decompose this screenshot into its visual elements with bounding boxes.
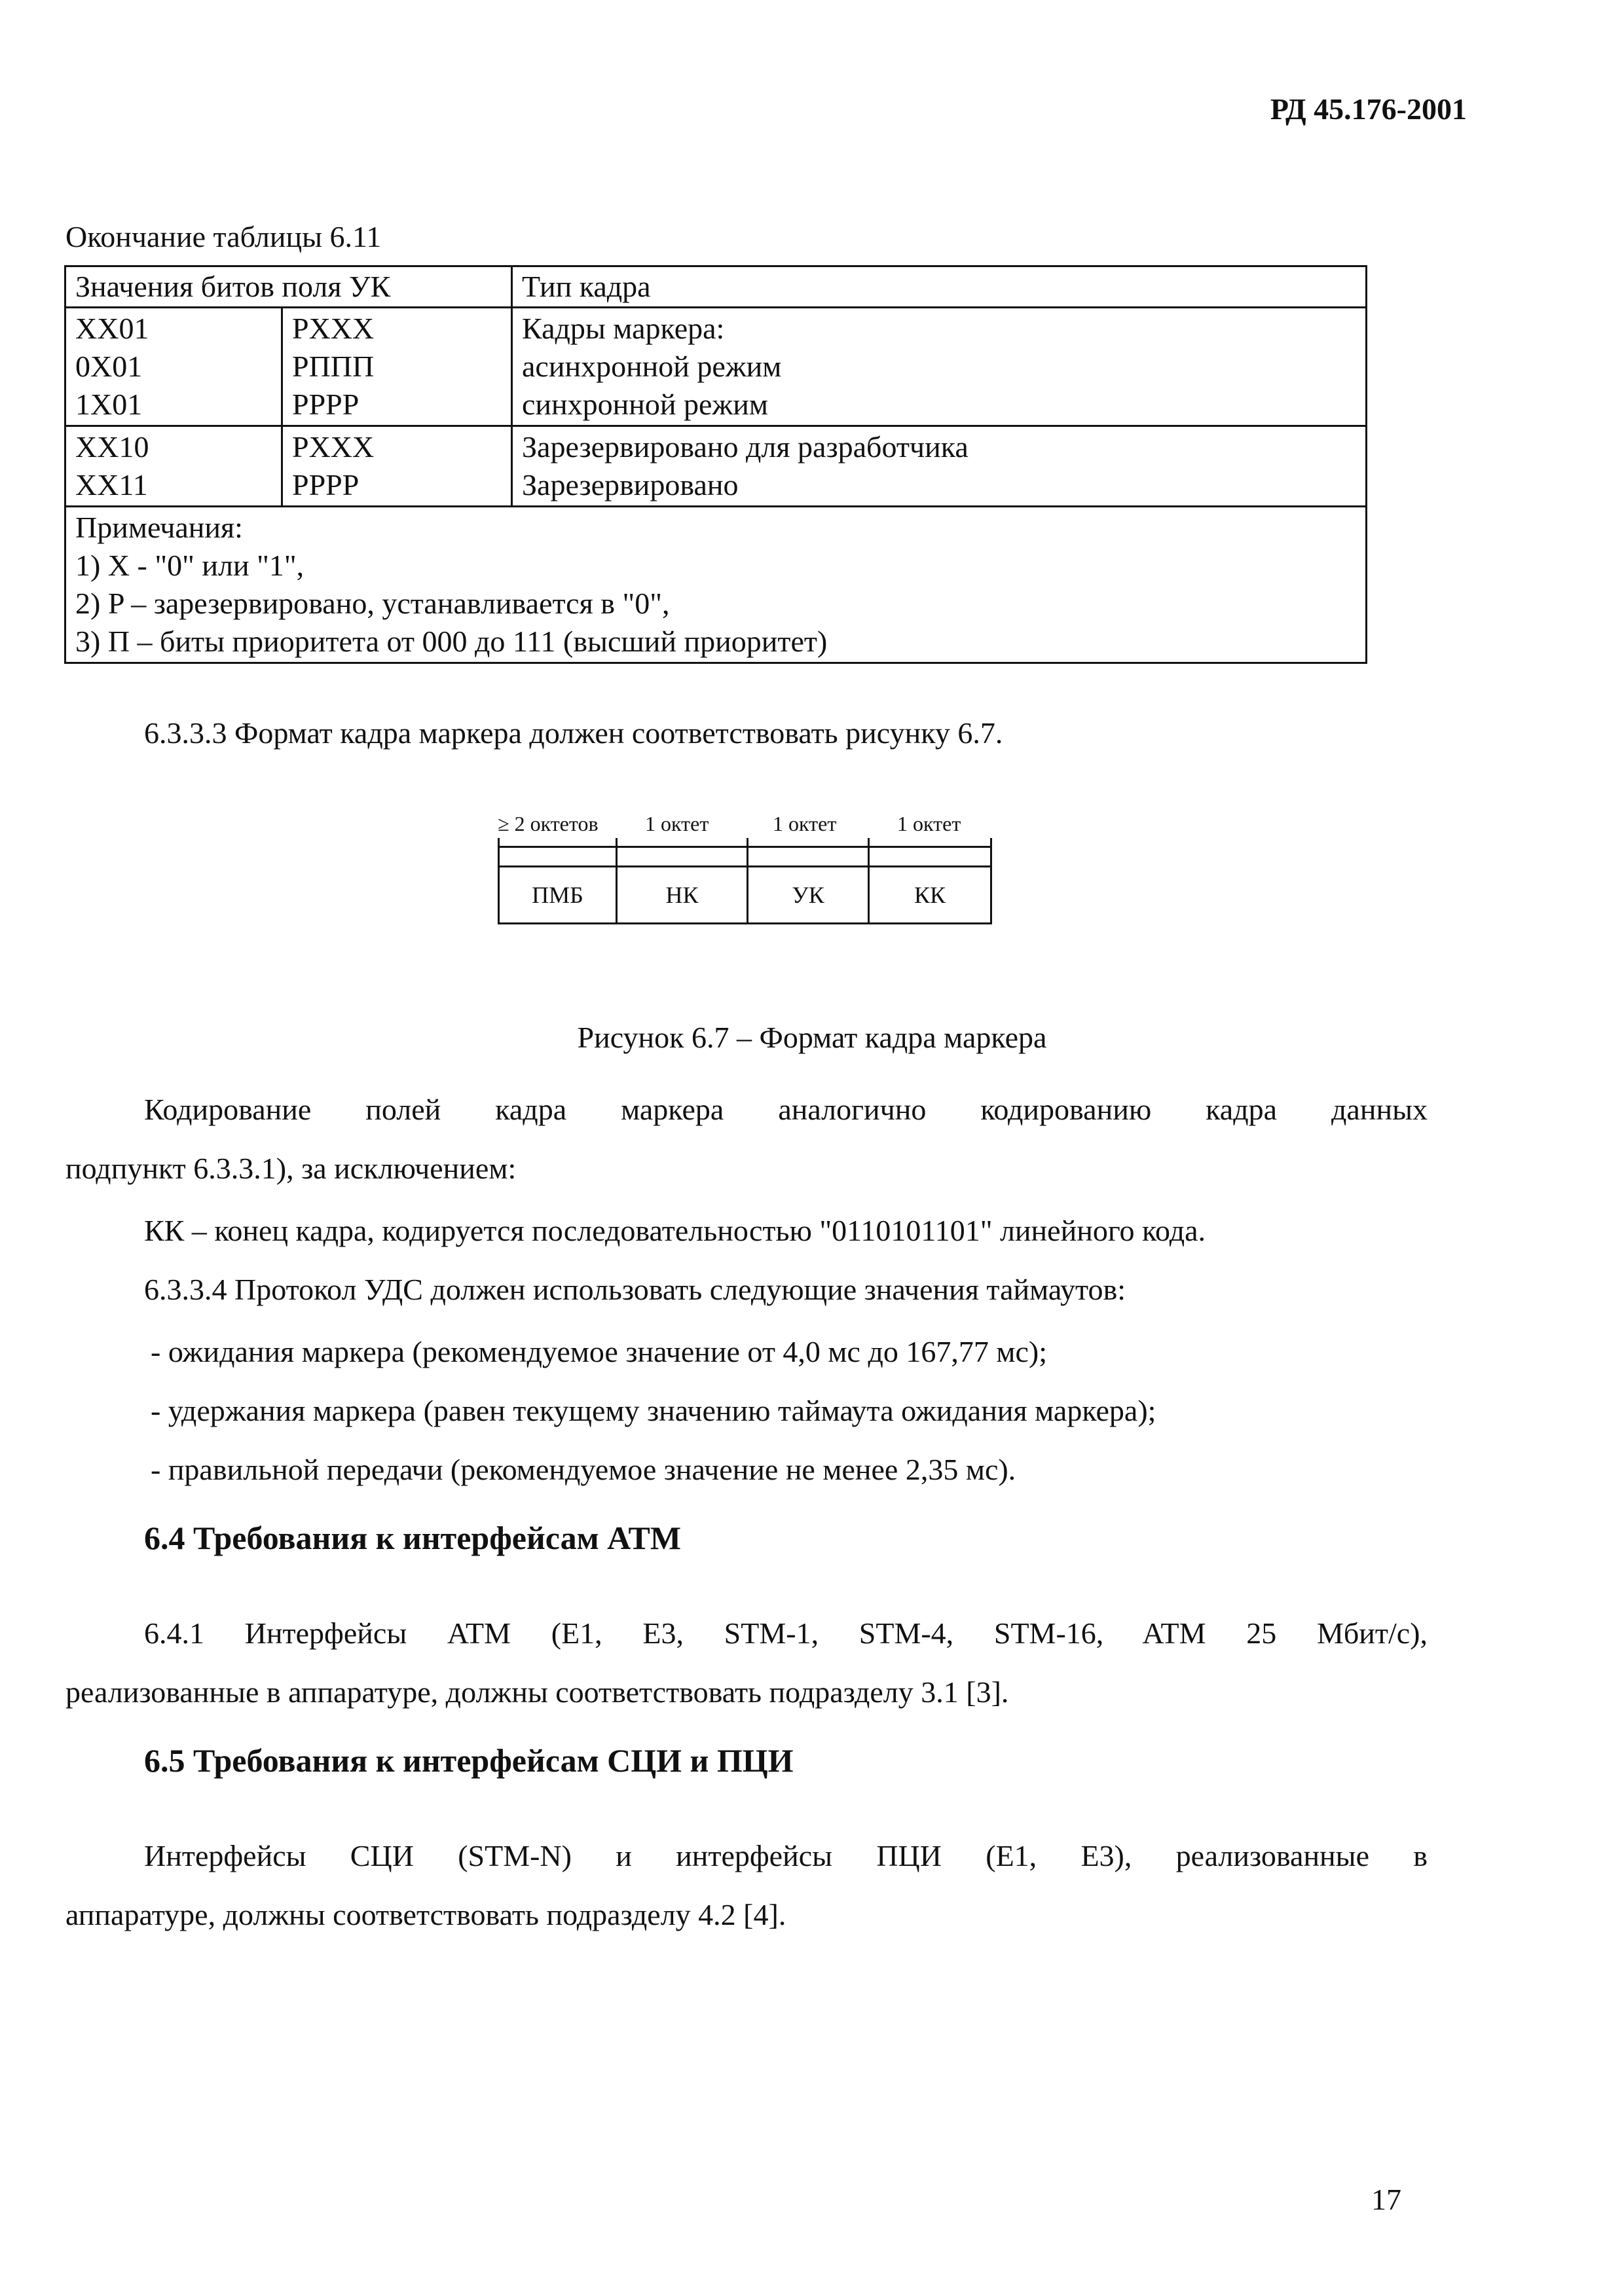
paragraph-6-3-3-3: 6.3.3.3 Формат кадра маркера должен соответствовать рисунку 6.7. [144,716,1003,750]
table-row [65,308,1367,426]
paragraph-6-4-1-line2: реализованные в аппаратуре, должны соответствовать подразделу 3.1 [3]. [65,1675,1009,1709]
table-cell: XX11 [75,468,148,501]
table-cell: 0X01 [75,350,143,383]
table-cell: XX10 [75,430,149,464]
table-caption: Окончание таблицы 6.11 [65,220,382,253]
list-item: - ожидания маркера (рекомендуемое значение от 4,0 мс до 167,77 мс); [151,1335,1047,1368]
list-item: - удержания маркера (равен текущему значению таймаута ожидания маркера); [151,1394,1156,1427]
paragraph-6-3-3-4: 6.3.3.4 Протокол УДС должен использовать следующие значения таймаутов: [144,1273,1126,1306]
dimension-tick [747,838,748,866]
page-number: 17 [1371,2183,1401,2216]
paragraph-coding-line1: Кодирование полей кадра маркера аналогично кодированию кадра данных [144,1093,1428,1126]
table-notes-row [65,507,1367,663]
heading-6-4: 6.4 Требования к интерфейсам ATM [144,1520,682,1556]
table-cell: синхронной режим [522,388,768,421]
table-cell: Зарезервировано [522,468,739,501]
paragraph-6-5-line1: Интерфейсы СЦИ (STM-N) и интерфейсы ПЦИ (E1, E3), реализованные в [144,1839,1428,1872]
field-kk: КК [868,866,992,924]
list-item: - правильной передачи (рекомендуемое значение не менее 2,35 мс). [151,1453,1016,1486]
note-item: 3) П – биты приоритета от 000 до 111 (высший приоритет) [75,625,828,658]
table-cell: PPPP [292,468,360,501]
table-cell: Зарезервировано для разработчика [522,430,969,464]
paragraph-6-5-line2: аппаратуре, должны соответствовать подразделу 4.2 [4]. [65,1898,786,1931]
header-bits-field: Значения битов поля УК [65,266,512,308]
dimension-tick [616,838,618,866]
table-cell: PXXX [292,312,375,345]
table-cell: асинхронной режим [522,350,782,383]
field-nk: НК [616,866,748,924]
table-cell: Кадры маркера: [522,312,725,345]
table-cell: XX01 [75,312,149,345]
dimension-tick [990,838,992,866]
figure-caption: Рисунок 6.7 – Формат кадра маркера [577,1021,1047,1054]
header-frame-type: Тип кадра [512,266,1367,308]
table-6-11 [64,265,1367,664]
paragraph-6-4-1-line1: 6.4.1 Интерфейсы ATM (E1, E3, STM-1, STM-4, STM-16, ATM 25 Мбит/с), [144,1616,1428,1650]
table-header-row [65,266,1367,308]
figure-label: ≥ 2 октетов [498,812,599,835]
figure-label: 1 октет [897,812,961,835]
note-item: 2) P – зарезервировано, устанавливается в "0", [75,587,670,620]
figure-6-7 [498,812,1008,962]
table-cell: PXXX [292,430,375,464]
table-cell: РППП [292,350,375,383]
heading-6-5: 6.5 Требования к интерфейсам СЦИ и ПЦИ [144,1742,794,1779]
figure-label: 1 октет [645,812,709,835]
dimension-arrow [498,846,992,848]
field-pmb: ПМБ [498,866,618,924]
note-heading: Примечания: [75,511,243,544]
document-id: РД 45.176-2001 [1270,92,1467,126]
figure-label: 1 октет [773,812,837,835]
dimension-tick [868,838,870,866]
note-item: 1) X - "0" или "1", [75,549,304,582]
table-row [65,426,1367,507]
table-cell: 1X01 [75,388,143,421]
paragraph-kk: КК – конец кадра, кодируется последовательностью "0110101101" линейного кода. [144,1214,1206,1247]
dimension-tick [498,838,500,866]
paragraph-coding-line2: подпункт 6.3.3.1), за исключением: [65,1152,517,1185]
table-cell: PPPP [292,388,360,421]
field-uk: УК [747,866,870,924]
